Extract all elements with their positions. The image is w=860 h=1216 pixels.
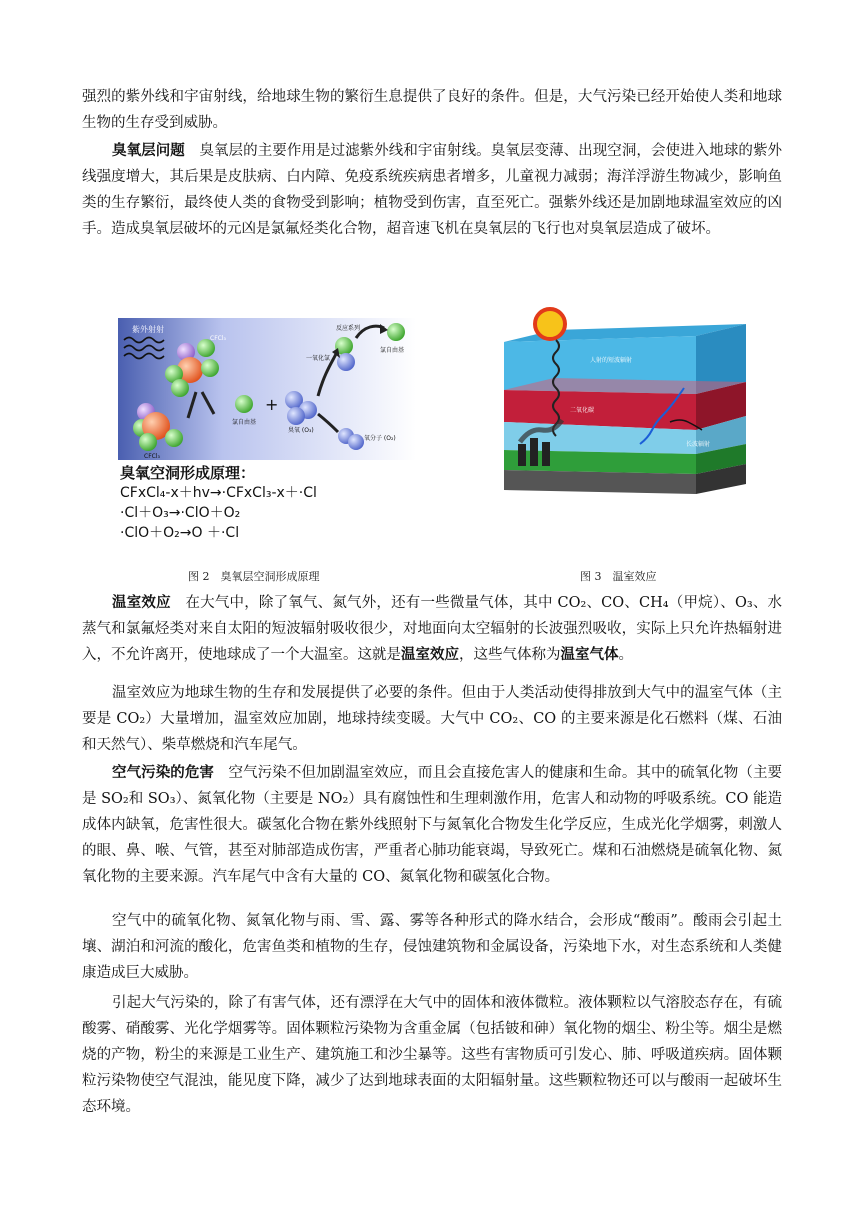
particles-paragraph: 引起大气污染的，除了有害气体，还有漂浮在大气中的固体和液体微粒。液体颗粒以气溶胶态存在，有硫酸雾、硝酸雾、光化学烟雾等。固体颗粒污染物为含重金属（包括铍和砷）氧化物的烟尘、粉尘等。烟尘是燃烧的产物，粉尘的来源是工业生产、建筑施工和沙尘暴等。这些有害物质可引发心、肺、呼吸道疾病。固体颗粒污染物使空气混浊，能见度下降，减少了达到地球表面的太阳辐射量。这些颗粒物还可以与酸雨一起破坏生态环境。 [82, 995, 782, 1115]
ozone-label: 臭氧 (O₃) [288, 427, 314, 434]
greenhouse-term: 温室效应 [401, 647, 459, 663]
pollution-paragraph [82, 760, 782, 890]
pollution-text: 空气污染不但加剧温室效应，而且会直接危害人的健康和生命。其中的硫氧化物（主要是 SO₂和 SO₃）、氮氧化物（主要是 NO₂）具有腐蚀性和生理刺激作用，危害人和动物的呼吸系统。CO 能造成体内缺氧，危害性很大。碳氢化合物在紫外线照射下与氮氧化合物发生化学反应，生成光化学烟雾，刺激人的眼、鼻、喉、气管，甚至对肺部造成伤害，严重者心肺功能衰竭，导致死亡。煤和石油燃烧是硫氧化物、氮氧化物的主要来源。汽车尾气中含有大量的 CO、氮氧化物和碳氢化合物。 [82, 765, 783, 885]
ozone-heading: 臭氧层问题 [112, 143, 185, 159]
greenhouse-text-2: ，这些气体称为 [459, 647, 561, 663]
formula-title: 臭氧空洞形成原理： [120, 464, 256, 482]
greenhouse-text-1: 在大气中，除了氧气、氮气外，还有一些微量气体，其中 CO₂、CO、CH₄（甲烷）、O₃、水蒸气和氯氟烃类对来自太阳的短波辐射吸收很少，对地面向太空辐射的长波强烈吸收，实际上只允许热辐射进入，不允许离开，使地球成了一个大温室。这就是 [82, 595, 783, 663]
longwave-label: 长波辐射 [686, 441, 711, 448]
ozone-text: 臭氧层的主要作用是过滤紫外线和宇宙射线。臭氧层变薄、出现空洞，会使进入地球的紫外线强度增大，其后果是皮肤病、白内障、免疫系统疾病患者增多，儿童视力减弱；海洋浮游生物减少，影响鱼类的生存繁衍，最终使人类的食物受到影响；植物受到伤害，直至死亡。强紫外线还是加剧地球温室效应的凶手。造成臭氧层破坏的元凶是氯氟烃类化合物，超音速飞机在臭氧层的飞行也对臭氧层造成了破坏。 [82, 143, 783, 237]
oxygen-label: 氧分子 (O₂) [364, 435, 396, 442]
greenhouse-diagram [500, 304, 748, 500]
uv-label: 紫外射射 [132, 325, 164, 334]
shortwave-label: 人射的短波辐射 [590, 357, 633, 364]
clo-label: 一氧化氯 [306, 355, 331, 362]
co2-label: 二氧化碳 [570, 407, 595, 414]
factory-icon [518, 444, 526, 466]
intro-paragraph: 强烈的紫外线和宇宙射线，给地球生物的繁衍生息提供了良好的条件。但是，大气污染已经开始使人类和地球生物的生存受到威胁。 [82, 89, 782, 131]
greenhouse-text-3: 。 [618, 647, 633, 663]
cl-radical-mid-label: 氯自由基 [232, 419, 257, 426]
greenhouse-heading: 温室效应 [112, 595, 171, 611]
reaction-label: 反应系列 [336, 325, 361, 332]
figure-ozone-hole [118, 318, 416, 542]
figure3-caption: 图 3 温室效应 [580, 570, 657, 583]
figure-greenhouse [500, 304, 748, 500]
plus-label: + [265, 395, 279, 414]
formula-line-3: ·ClO＋O₂→O ＋·Cl [120, 525, 240, 541]
cfcl-top-label: CFCl₃ [210, 335, 226, 342]
pollution-heading: 空气污染的危害 [112, 765, 214, 781]
formula-line-1: CFxCl₄-x＋hv→·CFxCl₃-x＋·Cl [120, 485, 317, 501]
cl-radical-right-label: 氯自由基 [380, 347, 405, 354]
sun-icon [535, 309, 565, 339]
greenhouse-gas-term: 温室气体 [560, 647, 619, 663]
cfcl-bottom-label: CFCl₃ [144, 453, 160, 460]
greenhouse-paragraph-2: 温室效应为地球生物的生存和发展提供了必要的条件。但由于人类活动使得排放到大气中的温室气体（主要是 CO₂）大量增加，温室效应加剧，地球持续变暖。大气中 CO₂、CO 的主要来源是化石燃料（煤、石油和天然气）、柴草燃烧和汽车尾气。 [82, 685, 782, 753]
greenhouse-paragraph [82, 590, 782, 668]
figure2-caption: 图 2 臭氧层空洞形成原理 [188, 570, 320, 583]
ozone-paragraph [82, 138, 782, 242]
formula-line-2: ·Cl＋O₃→·ClO＋O₂ [120, 505, 241, 521]
acid-rain-paragraph: 空气中的硫氧化物、氮氧化物与雨、雪、露、雾等各种形式的降水结合，会形成“酸雨”。酸雨会引起土壤、湖泊和河流的酸化，危害鱼类和植物的生存，侵蚀建筑物和金属设备，污染地下水，对生态系统和人类健康造成巨大威胁。 [82, 913, 782, 981]
